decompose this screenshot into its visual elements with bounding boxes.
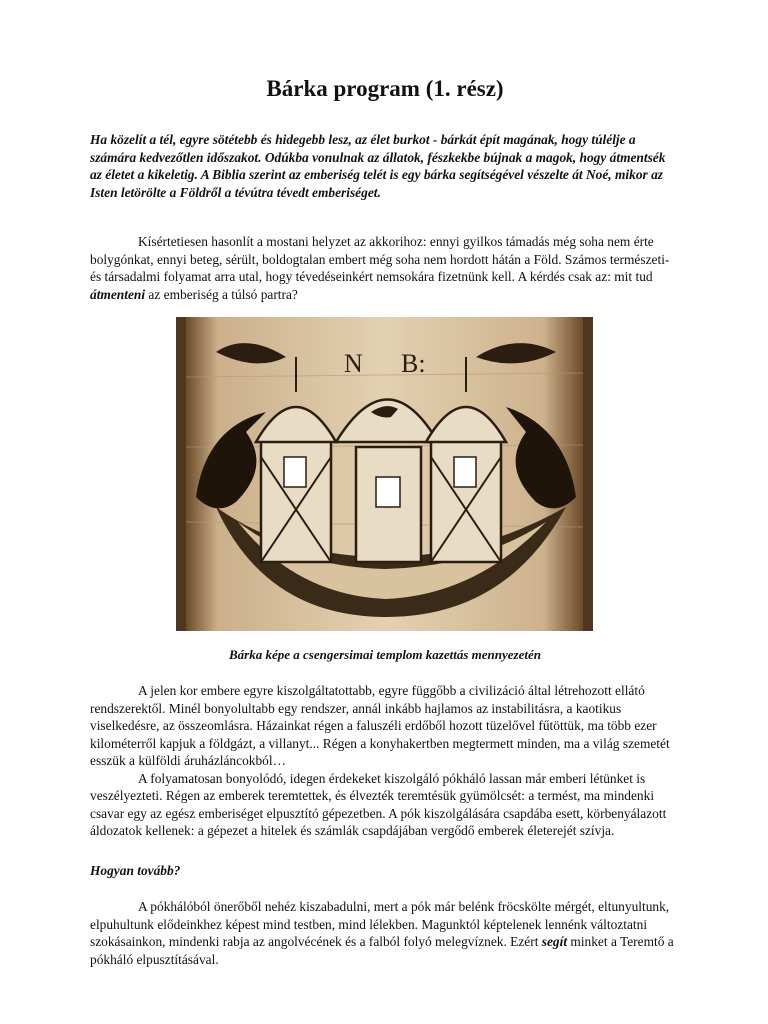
paragraph-3: A folyamatosan bonyolódó, idegen érdekeket kiszolgáló pókháló lassan már emberi létünket is veszélyezteti. Régen az emberek teremtettek, és élvezték teremtésük gyümölcsét: a termést, ma mindenki csavar egy az egész emberiséget elpusztító gépezetben. A pók kiszolgálására csapdába esett, körbenyálazott áldozatok kellenek: a gépezet a hitelek és számlák csapdájában vergődő emberek életerejét szívja. (90, 770, 667, 838)
paragraph-1-text: Kísértetiesen hasonlít a mostani helyzet az akkorihoz: ennyi gyilkos támadás még soha nem érte bolygónkat, ennyi beteg, sérült, boldogtalan embert még soha nem hordott hátán a Föld. Számos természeti- és társadalmi folyamat arra utal, hogy tévedéseinkért nemsokára fizetnünk kell. A kérdés csak az: mit tud (90, 234, 670, 284)
inscription-right: B: (401, 349, 426, 378)
paragraph-4-text-end: minket a Teremtő a pókháló elpusztításával. (90, 934, 674, 967)
body-section-2 (90, 682, 680, 840)
paragraph-1-emphasis: átmenteni (90, 286, 146, 302)
paragraph-1-text-end: az emberiség a túlsó partra? (145, 286, 298, 302)
page-title: Bárka program (1. rész) (266, 76, 504, 101)
body-section-3 (90, 898, 680, 968)
image-caption: Bárka képe a csengersimai templom kazettás mennyezetén (229, 647, 541, 662)
paragraph-1 (90, 233, 680, 303)
paragraph-4-emphasis: segít (541, 934, 568, 949)
body-section-1 (90, 233, 680, 303)
ark-painting-illustration (176, 317, 593, 631)
paragraph-4 (90, 898, 680, 968)
section-subheading: Hogyan tovább? (90, 863, 181, 878)
lead-paragraph: Ha közelít a tél, egyre sötétebb és hidegebb lesz, az élet burkot - bárkát épít magának, hogy túlélje a számára kedvezőtlen időszakot. Odúkba vonulnak az állatok, fészkekbe bújnak a magok, hogy átmentsék az életet a kikeletig. A Biblia szerint az emberiség telét is egy bárka segítségével vészelte át Noé, mikor az Isten letörölte a Földről a tévútra tévedt emberiséget. (90, 132, 666, 200)
inscription-left: N (344, 349, 363, 378)
ark-painting-image (176, 317, 593, 631)
paragraph-2: A jelen kor embere egyre kiszolgáltatottabb, egyre függőbb a civilizáció által létrehozott ellátó rendszerektől. Minél bonyolultabb egy rendszer, annál inkább hajlamos az instabilitásra, a kaotikus viselkedésre, az összeomlásra. Házainkat régen a faluszéli erdőből hozott tüzelővel fűtöttük, ma több ezer kilométerről kapjuk a földgázt, a villanyt... Régen a konyhakertben megtermett minden, ma a világ szemetét esszük a külföldi áruházláncokból… (90, 683, 670, 768)
paragraph-4-text: A pókhálóból önerőből nehéz kiszabadulni, mert a pók már belénk fröcskölte mérgét, eltunyultunk, elpuhultunk elődeinkhez képest mind testben, mind lélekben. Magunktól képtelenek lennénk változtatni szokásainkon, mindenki rabja az angolvécének és a falból folyó melegvíznek. Ezért (90, 899, 670, 949)
